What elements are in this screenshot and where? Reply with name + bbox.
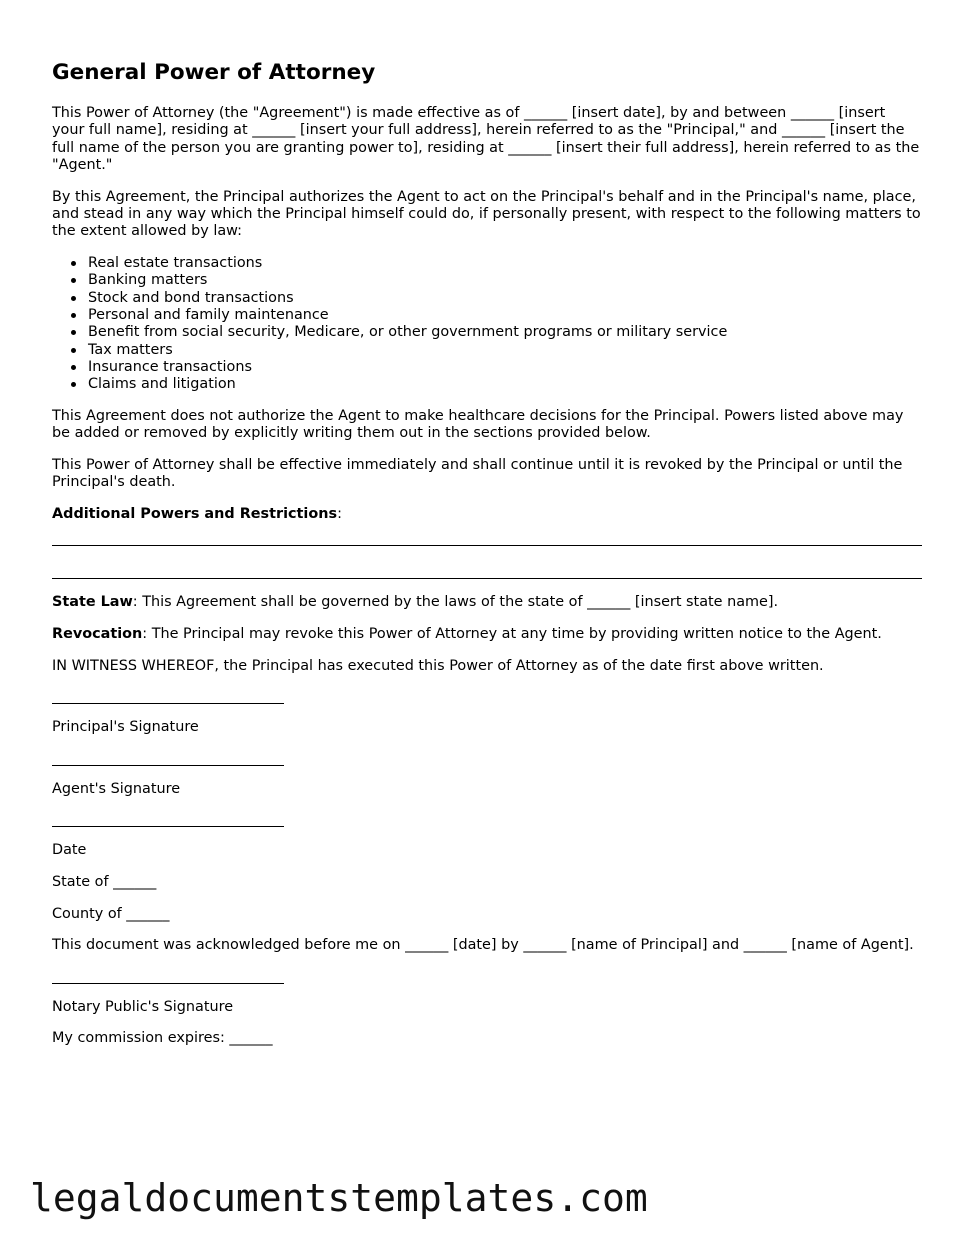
date-label: Date	[52, 841, 87, 858]
list-item: Personal and family maintenance	[88, 307, 922, 324]
list-item: Real estate transactions	[88, 255, 922, 272]
intro-paragraph: This Power of Attorney (the "Agreement") is made effective as of ______ [insert date], by and between ______ [insert your full name], residing at ______ [insert your full address], herein referred to as the "Principal," and ______ [insert the full name of the person you are granting power to], residing at ______ [insert their full address], herein referred to as the "Agent."	[52, 105, 920, 173]
principal-signature-label: Principal's Signature	[52, 719, 199, 736]
state-law-label: State Law	[52, 594, 133, 611]
state-of-field: State of ______	[52, 873, 157, 890]
notary-signature-line[interactable]	[52, 982, 284, 984]
list-item: Stock and bond transactions	[88, 290, 922, 307]
site-watermark-logo: legaldocumentstemplates.com	[30, 1176, 648, 1220]
list-item: Benefit from social security, Medicare, or other government programs or military service	[88, 324, 922, 341]
list-item: Claims and litigation	[88, 376, 922, 393]
commission-expires-field: My commission expires: ______	[52, 1030, 273, 1047]
date-line[interactable]	[52, 825, 284, 827]
list-item: Insurance transactions	[88, 359, 922, 376]
additional-powers-label: Additional Powers and Restrictions	[52, 506, 338, 523]
agent-signature-label: Agent's Signature	[52, 780, 181, 797]
additional-powers-heading	[52, 506, 922, 523]
document-page	[52, 58, 922, 1062]
revocation-text: : The Principal may revoke this Power of Attorney at any time by providing written notice to the Agent.	[142, 626, 882, 643]
witness-paragraph: IN WITNESS WHEREOF, the Principal has executed this Power of Attorney as of the date first above written.	[52, 658, 824, 675]
additional-powers-colon: :	[337, 506, 342, 523]
revocation-label: Revocation	[52, 626, 143, 643]
healthcare-paragraph: This Agreement does not authorize the Agent to make healthcare decisions for the Principal. Powers listed above may be added or removed by explicitly writing them out in the sections provided below.	[52, 407, 904, 442]
state-law-text: : This Agreement shall be governed by the laws of the state of ______ [insert state name].	[132, 594, 779, 611]
additional-powers-line-2[interactable]	[52, 577, 922, 579]
authorization-paragraph: By this Agreement, the Principal authorizes the Agent to act on the Principal's behalf and in the Principal's name, place, and stead in any way which the Principal himself could do, if personally present, with respect to the following matters to the extent allowed by law:	[52, 188, 921, 240]
list-item: Banking matters	[88, 272, 922, 289]
principal-signature-line[interactable]	[52, 702, 284, 704]
acknowledgment-paragraph: This document was acknowledged before me on ______ [date] by ______ [name of Principal] and ______ [name of Agent].	[52, 937, 914, 954]
agent-signature-line[interactable]	[52, 764, 284, 766]
powers-list	[52, 255, 922, 393]
additional-powers-line-1[interactable]	[52, 544, 922, 546]
revocation-paragraph	[52, 626, 922, 643]
effective-paragraph: This Power of Attorney shall be effective immediately and shall continue until it is revoked by the Principal or until the Principal's death.	[52, 457, 903, 491]
list-item: Tax matters	[88, 342, 922, 359]
state-law-paragraph	[52, 594, 922, 611]
county-of-field: County of ______	[52, 905, 170, 922]
document-title: General Power of Attorney	[52, 60, 376, 85]
notary-signature-label: Notary Public's Signature	[52, 998, 234, 1015]
